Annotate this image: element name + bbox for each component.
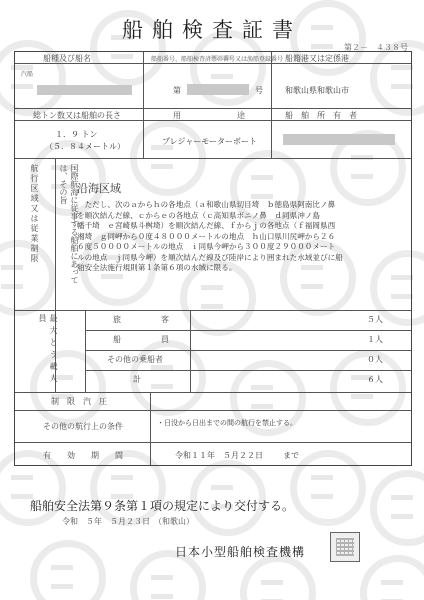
other-persons-value: ０人 — [367, 355, 383, 364]
passengers-value: ５人 — [367, 315, 383, 324]
tonnage-header: 総トン数又は船舶の長さ — [33, 111, 121, 120]
redacted-owner — [283, 134, 395, 145]
navigation-area-note: 国際航海に従事する船舶にあっては、その旨 — [59, 164, 79, 284]
area-text-line: ６度５００００メートルの地点 ｉ同県今岬から３００度２９０００メート — [77, 242, 336, 251]
registry-port-value: 和歌山県和歌山市 — [285, 86, 349, 95]
registry-port-header: 船籍港又は定係港 — [285, 54, 349, 63]
validity-label: 有 効 期 間 — [43, 451, 123, 460]
certificate-table — [14, 51, 412, 466]
vessel-name-header: 船種及び船名 — [43, 54, 91, 63]
navigation-area-label: 航行区域又は従業制限 — [30, 164, 39, 264]
redacted-vessel-number — [187, 84, 249, 95]
other-conditions-label: その他の航行上の条件 — [43, 422, 123, 431]
certificate-title: 船舶検査証書 — [122, 18, 302, 42]
navigation-area-text — [77, 200, 343, 274]
area-text-line: を順次結んだ線、ｃからｅの各地点（ｃ高知県ボニノ鼻 ｄ同県沖ノ島 — [77, 210, 320, 220]
redacted-vessel-name — [37, 85, 132, 95]
crew-value: １人 — [367, 335, 383, 344]
certificate-number: 第２－ ４３８号 — [344, 43, 408, 52]
issuance-date: 令和 ５年 ５月２３日 （和歌山） — [62, 517, 194, 526]
total-persons-value: ６人 — [367, 375, 383, 384]
limit-pressure-label: 制 限 汽 圧 — [51, 397, 107, 406]
area-text-line: ルの地点 ｊ同県今岬）を順次結んだ線及び陸岸により囲まれた水域並びに船 — [77, 252, 343, 262]
area-text-line: ただし、次のａからｈの各地点（ａ和歌山県切目埼 ｂ徳島県阿南比ノ鼻 — [77, 200, 336, 209]
validity-date: 令和１１年 ５月２２日 — [175, 451, 263, 460]
usage-value: プレジャーモーターボート — [162, 137, 257, 146]
issuance-statement: 船舶安全法第９条第１項の規定により交付する。 — [30, 499, 295, 513]
vessel-number-prefix: 第 — [173, 86, 181, 95]
other-persons-label: その他の乗船者 — [107, 355, 163, 364]
max-persons-label: 最大とう載人員 — [38, 314, 58, 386]
crew-label: 船 員 — [113, 335, 169, 344]
other-conditions-value: ・日没から日出までの間の航行を禁止する。 — [157, 419, 297, 427]
navigation-area-title: 沿海区域 — [77, 182, 121, 195]
total-persons-label: 計 — [133, 375, 141, 384]
vessel-kind: 汽船 — [21, 71, 34, 78]
area-text-line: 湘埼 ｇ同岬から０度４８０００メートルの地点 ｈ山口県川尻岬から２６ — [77, 231, 336, 241]
validity-suffix: まで — [283, 451, 299, 460]
usage-header: 用 途 — [173, 111, 245, 120]
vessel-number-suffix: 号 — [255, 86, 263, 95]
tonnage-value: １．９ トン — [55, 130, 98, 139]
length-value: （５．８４メートル） — [45, 142, 125, 151]
vessel-number-header: 船舶番号、船舶検査済票の番号又は漁船登録番号 — [151, 56, 284, 63]
owner-header: 船 舶 所 有 者 — [285, 111, 357, 120]
area-text-line: 舶安全法施行規則第１条第６項の水域に限る。 — [77, 263, 237, 272]
passengers-label: 旅 客 — [113, 315, 169, 324]
area-text-line: 幡千埼 ｅ宮崎県斗桝埼）を順次結んだ線、ｆからｊの各地点（ｆ福岡県西 — [77, 221, 336, 230]
issuer-name: 日本小型船舶検査機構 — [175, 545, 306, 559]
official-seal — [330, 532, 360, 562]
